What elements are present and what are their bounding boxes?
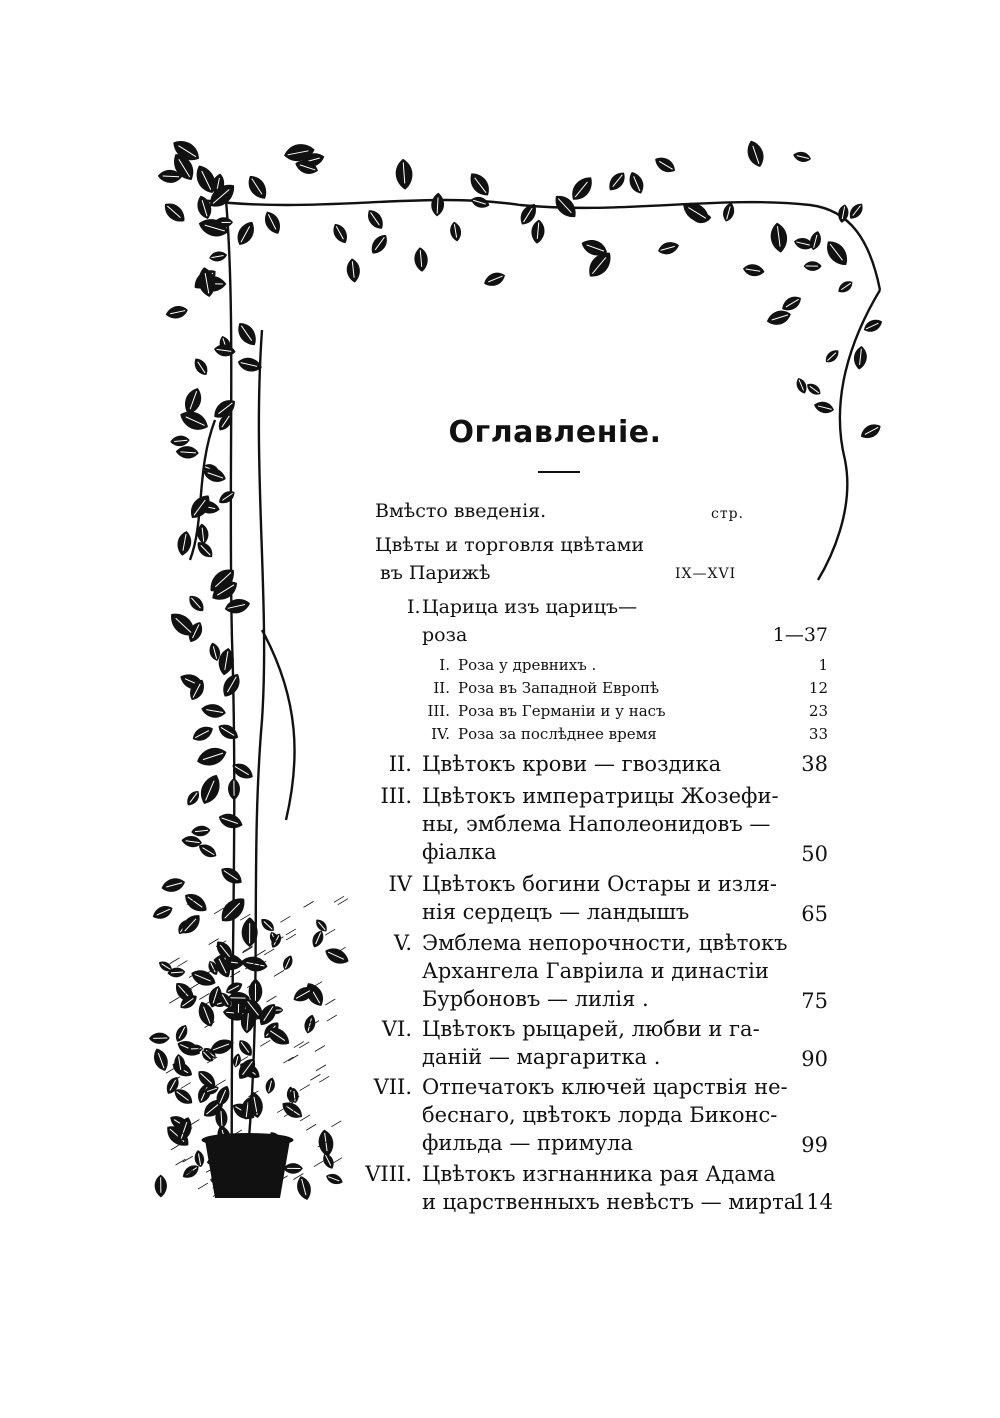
leaf [530, 219, 545, 244]
leaf [804, 261, 822, 271]
leaf [218, 864, 246, 888]
shading-stroke [294, 1042, 304, 1048]
chapter-8-title-line2: и царственныхъ невѣстъ — мирта [422, 1190, 797, 1214]
chapter-3-title-line3: фіалка [422, 840, 497, 864]
chapter-6-page: 90 [801, 1047, 828, 1071]
shading-stroke [327, 1015, 337, 1021]
leaf [184, 788, 202, 808]
subchapter-2-number: II. [433, 679, 450, 697]
subchapter-3-page: 23 [808, 702, 828, 720]
chapter-4-number: IV [388, 872, 412, 896]
flower-pot-rim [202, 1133, 294, 1147]
shading-stroke [171, 1144, 181, 1150]
subchapter-4-number: IV. [431, 725, 450, 743]
leaf [216, 488, 237, 507]
leaf [294, 1174, 313, 1201]
leaf [794, 376, 809, 395]
leaf [200, 702, 227, 719]
chapter-2-page: 38 [801, 752, 828, 776]
subchapter-2-page: 12 [808, 679, 828, 697]
shading-stroke [314, 1161, 324, 1167]
leaf [605, 169, 629, 194]
leaf [449, 221, 463, 242]
subchapter-1-number: I. [439, 656, 450, 674]
chapter-5-title-line3: Бурбоновъ — лилія . [422, 987, 649, 1011]
leaf [175, 530, 193, 557]
leaf [656, 240, 680, 257]
leaf [822, 236, 853, 269]
leaf [173, 1023, 191, 1044]
leaf [151, 1046, 171, 1073]
leaf [836, 278, 855, 295]
leaf [853, 345, 868, 370]
leaf [431, 192, 445, 216]
chapter-4-title-line2: нія сердецъ — ландышъ [422, 900, 690, 924]
leaf [310, 928, 326, 949]
chapter-7-title-line2: беснаго, цвѣтокъ лорда Биконс- [422, 1103, 778, 1127]
leaf [215, 721, 241, 743]
subchapter-2-title: Роза въ Западной Европѣ [458, 679, 660, 697]
shading-stroke [190, 983, 200, 989]
shading-stroke [260, 1040, 270, 1046]
leaf [191, 356, 211, 378]
leaf [679, 197, 713, 227]
shading-stroke [300, 1085, 310, 1091]
shading-stroke [274, 970, 284, 976]
leaf [364, 207, 387, 233]
leaf [181, 889, 211, 916]
leaf [219, 670, 244, 700]
chapter-8-number: VIII. [365, 1162, 412, 1186]
leaf [208, 250, 228, 263]
leaf [165, 304, 190, 321]
subchapter-4-title: Роза за послѣднее время [458, 725, 657, 743]
shading-stroke [316, 1065, 326, 1071]
shading-stroke [304, 901, 314, 907]
shading-stroke [170, 958, 180, 964]
intro-title-line1: Цвѣты и торговля цвѣтами [375, 534, 645, 556]
shading-stroke [166, 1067, 176, 1073]
chapter-8-page: 114 [792, 1190, 833, 1214]
leaf [155, 1175, 168, 1198]
leaf [258, 916, 277, 934]
shading-stroke [325, 929, 335, 935]
chapter-1-pages: 1—37 [772, 624, 828, 646]
chapter-5-page: 75 [801, 989, 828, 1013]
chapter-1-number: I. [407, 596, 421, 618]
leaf [149, 1032, 170, 1044]
leaf [721, 201, 737, 223]
shading-stroke [286, 934, 296, 940]
shading-stroke [243, 946, 253, 952]
shading-stroke [283, 1057, 293, 1063]
leaf [234, 319, 261, 349]
leaf [345, 258, 361, 284]
leaf [261, 209, 284, 237]
chapter-7-title-line3: фильда — примула [422, 1131, 633, 1155]
subchapter-4-page: 33 [808, 725, 828, 743]
subchapter-1-title: Роза у древнихъ . [458, 656, 597, 674]
leaf [281, 954, 295, 972]
leaf [813, 400, 836, 416]
leaf [190, 723, 216, 744]
shading-stroke [183, 1156, 193, 1162]
subchapter-1-page: 1 [818, 656, 828, 674]
leaf [160, 199, 189, 227]
shading-stroke [299, 1042, 309, 1048]
chapter-5-title-line2: Архангела Гавріила и династіи [422, 959, 769, 983]
chapter-3-page: 50 [801, 842, 828, 866]
leaf [469, 195, 490, 211]
shading-stroke [331, 1121, 341, 1127]
chapter-7-title-line1: Отпечатокъ ключей царствія не- [422, 1075, 788, 1099]
leaf [186, 592, 208, 614]
shading-stroke [177, 961, 187, 967]
chapter-4-title-line1: Цвѣтокъ богини Остары и изля- [422, 872, 777, 896]
leaf [742, 263, 765, 278]
shading-stroke [242, 947, 252, 953]
chapter-8-title-line1: Цвѣтокъ изгнанника рая Адама [422, 1162, 776, 1186]
chapter-1-title-line2: роза [422, 624, 468, 646]
intro-label: Вмѣсто введенія. [375, 500, 547, 522]
leaf [150, 903, 174, 922]
chapter-7-number: VII. [373, 1075, 412, 1099]
shading-stroke [319, 1076, 329, 1082]
chapter-3-title-line1: Цвѣтокъ императрицы Жозефи- [422, 784, 779, 808]
leaf [302, 1013, 317, 1034]
leaf [846, 201, 866, 222]
leaf [769, 222, 789, 254]
shading-stroke [181, 1083, 191, 1089]
chapter-2-title-line1: Цвѣтокъ крови — гвоздика [422, 752, 722, 776]
leaf [217, 811, 245, 832]
page-title: Оглавленіе. [448, 415, 662, 450]
leaf [196, 772, 224, 808]
chapter-5-title-line1: Эмблема непорочности, цвѣтокъ [422, 931, 788, 955]
shading-stroke [216, 1080, 226, 1086]
leaf [160, 876, 187, 895]
leaf [652, 154, 678, 176]
shading-stroke [264, 949, 274, 955]
subchapter-3-number: III. [427, 702, 450, 720]
shading-stroke [286, 929, 296, 935]
leaf [244, 172, 271, 203]
leaf [368, 231, 391, 257]
leaf [228, 778, 240, 800]
leaf [792, 150, 812, 164]
leaf [823, 347, 842, 365]
chapter-4-page: 65 [801, 902, 828, 926]
chapter-7-page: 99 [801, 1133, 828, 1157]
shading-stroke [306, 1124, 316, 1130]
chapter-6-title-line1: Цвѣтокъ рыцарей, любви и га- [422, 1017, 760, 1041]
shading-stroke [175, 1159, 185, 1165]
shading-stroke [334, 896, 344, 902]
leaf [223, 597, 251, 616]
shading-stroke [332, 1158, 342, 1164]
shading-stroke [288, 1055, 298, 1061]
subchapter-3-title: Роза въ Германіи и у насъ [458, 702, 666, 720]
leaf [213, 343, 236, 358]
shading-stroke [280, 916, 290, 922]
leaf [195, 744, 230, 769]
shading-stroke [256, 950, 266, 956]
leaf [805, 381, 823, 398]
shading-stroke [199, 994, 209, 1000]
shading-stroke [315, 1046, 325, 1052]
leaf [193, 1149, 205, 1168]
chapter-3-title-line2: ны, эмблема Наполеонидовъ — [422, 812, 771, 836]
chapter-1-title-line1: Царица изъ царицъ— [422, 596, 638, 618]
intro-title-line2: въ Парижѣ [380, 562, 491, 584]
leaf [317, 1129, 335, 1158]
shading-stroke [310, 1074, 320, 1080]
leaf [567, 173, 597, 205]
shading-stroke [338, 899, 348, 905]
shading-stroke [169, 997, 179, 1003]
chapter-5-number: V. [393, 931, 412, 955]
leaf [482, 269, 507, 289]
leaf [191, 825, 211, 837]
leaf [233, 218, 258, 248]
chapter-6-number: VI. [381, 1017, 412, 1041]
shading-stroke [266, 996, 276, 1002]
page-column-header: стр. [711, 506, 744, 522]
flower-pot [205, 1140, 290, 1198]
leaf [283, 1163, 303, 1174]
leaf [322, 944, 351, 967]
vine-stem [262, 630, 295, 820]
intro-pages: IX—XVI [675, 566, 737, 582]
leaf [765, 308, 793, 328]
leaf [395, 158, 414, 190]
title-divider [538, 471, 580, 473]
leaf [413, 247, 428, 273]
chapter-6-title-line2: даній — маргаритка . [422, 1045, 661, 1069]
leaf [264, 1076, 277, 1094]
leaf [744, 138, 767, 169]
leaf [465, 169, 493, 200]
chapter-3-number: III. [380, 784, 412, 808]
chapter-2-number: II. [388, 752, 412, 776]
leaf [324, 1171, 344, 1186]
shading-stroke [325, 999, 335, 1005]
shading-stroke [198, 1183, 208, 1189]
leaf [330, 221, 351, 246]
leaf [626, 170, 647, 197]
